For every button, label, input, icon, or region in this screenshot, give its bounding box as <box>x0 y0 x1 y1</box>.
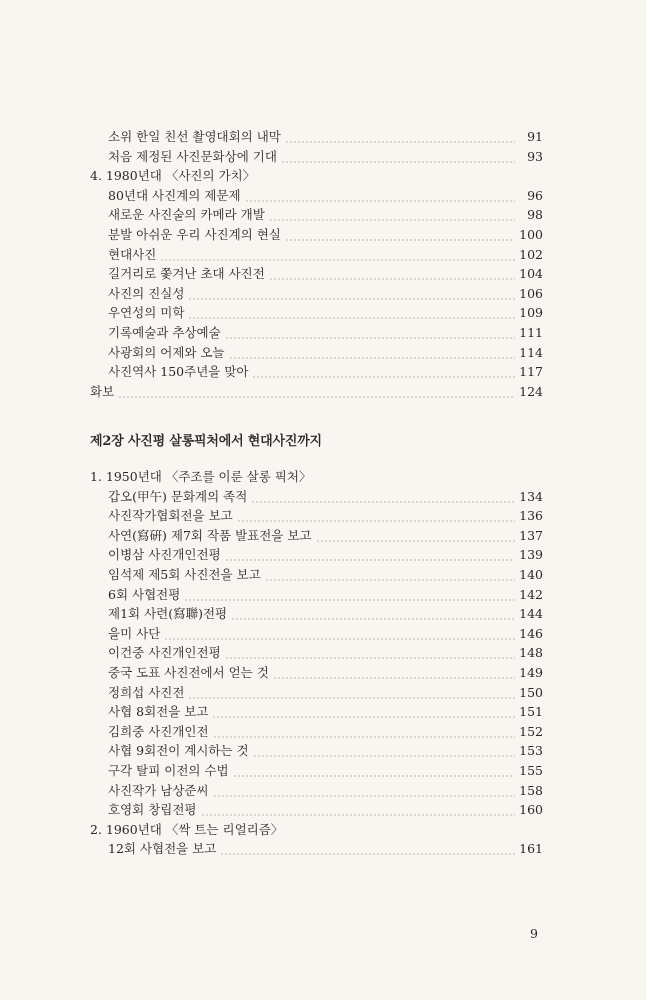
dot-leader <box>188 697 515 699</box>
toc-entry-page: 142 <box>519 586 543 602</box>
dot-leader <box>229 357 515 359</box>
toc-entry-title: 정희섭 사진전 <box>108 684 185 700</box>
toc-entry <box>108 741 543 761</box>
page-number: 9 <box>530 926 538 941</box>
toc-entry-title: 소위 한일 친선 촬영대회의 내막 <box>108 129 281 144</box>
toc-entry-title: 우연성의 미학 <box>108 305 185 321</box>
toc-entry <box>90 382 543 402</box>
toc-entry <box>108 565 543 585</box>
toc-entry-page: 136 <box>519 508 543 524</box>
toc-entry <box>108 781 543 801</box>
toc-entry-title: 사광회의 어제와 오늘 <box>108 344 225 360</box>
toc-entry <box>108 343 543 363</box>
dot-leader <box>188 298 515 300</box>
toc-entry-title: 1. 1950년대 〈주조를 이룬 살롱 픽처〉 <box>90 469 312 484</box>
dot-leader <box>212 716 515 718</box>
dot-leader <box>118 396 515 398</box>
toc-entry-page: 144 <box>519 606 543 622</box>
toc-entry <box>108 205 543 225</box>
toc-entry-page: 149 <box>519 665 543 680</box>
toc-entry-title: 80년대 사진계의 제문제 <box>108 187 241 203</box>
dot-leader <box>237 520 515 522</box>
toc-entry <box>108 643 543 663</box>
toc-entry <box>108 526 543 546</box>
toc-entry <box>108 245 543 265</box>
dot-leader <box>285 141 515 143</box>
toc-entry <box>108 545 543 565</box>
dot-leader <box>225 337 515 339</box>
toc-entry-title: 사진작가 남상준씨 <box>108 782 209 798</box>
toc-entry <box>108 506 543 526</box>
toc-entry <box>108 800 543 820</box>
toc-entry-title: 현대사진 <box>108 246 157 262</box>
toc-entry-title: 사협 8회전을 보고 <box>108 704 209 720</box>
dot-leader <box>245 200 515 202</box>
toc-entry-page: 160 <box>519 802 543 818</box>
toc-entry-title: 사협 9회전이 계시하는 것 <box>108 743 249 759</box>
toc-entry-title: 이건중 사진개인전평 <box>108 645 221 661</box>
toc-entry-title: 6회 사협전평 <box>108 586 181 602</box>
toc-entry <box>108 225 543 245</box>
dot-leader <box>316 540 515 542</box>
dot-leader <box>273 677 515 679</box>
toc-entry-title: 새로운 사진술의 카메라 개발 <box>108 207 265 223</box>
toc-entry-page: 161 <box>519 841 543 857</box>
toc-entry-page: 117 <box>519 364 543 380</box>
toc-entry-title: 사연(寫硏) 제7회 작품 발표전을 보고 <box>108 527 312 543</box>
dot-leader <box>265 579 515 581</box>
toc-entry-title: 길거리로 쫓겨난 초대 사진전 <box>108 266 265 282</box>
toc-entry <box>108 264 543 284</box>
dot-leader <box>225 657 515 659</box>
dot-leader <box>285 239 515 241</box>
dot-leader <box>184 599 515 601</box>
toc-entry-page: 106 <box>519 285 543 301</box>
toc-entry-page: 153 <box>519 743 543 759</box>
toc-entry <box>108 323 543 343</box>
toc-entry <box>108 284 543 304</box>
toc-entry-title: 분발 아쉬운 우리 사진계의 현실 <box>108 227 281 242</box>
toc-entry-title: 제1회 사련(寫聯)전평 <box>108 606 228 622</box>
chapter-heading: 제2장 사진평 살롱픽처에서 현대사진까지 <box>90 434 322 449</box>
toc-entry <box>108 147 543 167</box>
toc-entry-page: 140 <box>519 567 543 582</box>
toc-entry-page: 139 <box>519 547 543 563</box>
toc-entry-title: 이병삼 사진개인전평 <box>108 547 221 563</box>
toc-entry-title: 12회 사협전을 보고 <box>108 841 217 857</box>
toc-entry-title: 처음 제정된 사진문화상에 기대 <box>108 148 277 164</box>
toc-entry-page: 91 <box>527 129 543 144</box>
dot-leader <box>231 618 515 620</box>
toc-entry-title: 화보 <box>90 383 115 399</box>
dot-leader <box>281 161 515 163</box>
dot-leader <box>269 219 515 221</box>
toc-entry-page: 102 <box>519 246 543 262</box>
toc-entry-page: 104 <box>519 266 543 282</box>
toc-entry-page: 150 <box>519 684 543 700</box>
toc-entry <box>108 722 543 742</box>
toc-entry-page: 134 <box>519 488 543 504</box>
toc-entry-title: 임석제 제5회 사진전을 보고 <box>108 567 261 582</box>
toc-entry-page: 114 <box>519 344 543 360</box>
toc-section <box>90 820 543 840</box>
toc-entry <box>108 624 543 644</box>
toc-entry-title: 2. 1960년대 〈싹 트는 리얼리즘〉 <box>90 821 284 837</box>
dot-leader <box>233 775 515 777</box>
toc-entry-title: 사진의 진실성 <box>108 285 185 301</box>
dot-leader <box>164 638 515 640</box>
dot-leader <box>220 853 515 855</box>
toc-entry-page: 109 <box>519 305 543 321</box>
toc-entry-title: 사진작가협회전을 보고 <box>108 508 233 524</box>
toc-entry-title: 기록예술과 추상예술 <box>108 325 221 340</box>
toc-entry-page: 93 <box>527 148 543 164</box>
toc-entry-page: 137 <box>519 527 543 543</box>
toc-entry <box>108 487 543 507</box>
toc-entry <box>108 186 543 206</box>
toc-entry-page: 111 <box>519 325 543 340</box>
toc-entry <box>108 663 543 683</box>
toc-entry-page: 152 <box>519 723 543 739</box>
dot-leader <box>160 259 515 261</box>
toc-entry-title: 호영회 창립전평 <box>108 802 197 818</box>
toc-section <box>90 467 543 487</box>
toc-entry-page: 96 <box>527 187 543 203</box>
toc-entry-title: 구각 탈피 이전의 수법 <box>108 763 229 778</box>
dot-leader <box>251 501 515 503</box>
toc-entry-page: 146 <box>519 625 543 641</box>
toc-entry-page: 148 <box>519 645 543 661</box>
dot-leader <box>213 736 515 738</box>
toc-entry <box>108 839 543 859</box>
toc-entry-page: 151 <box>519 704 543 720</box>
toc-entry-title: 사진역사 150주년을 맞아 <box>108 364 249 380</box>
toc-entry-page: 124 <box>519 383 543 399</box>
toc-entry-title: 김희중 사진개인전 <box>108 723 209 739</box>
dot-leader <box>188 317 515 319</box>
dot-leader <box>253 755 515 757</box>
dot-leader <box>225 559 515 561</box>
toc-entry-title: 4. 1980년대 〈사진의 가치〉 <box>90 168 256 184</box>
toc-entry-page: 158 <box>519 782 543 798</box>
toc-entry-page: 100 <box>519 227 543 242</box>
toc-entry-page: 98 <box>527 207 543 223</box>
toc-section <box>90 166 543 186</box>
toc-entry <box>108 362 543 382</box>
toc-entry-title: 중국 도표 사진전에서 얻는 것 <box>108 665 269 680</box>
toc-entry-title: 갑오(甲午) 문화계의 족적 <box>108 488 248 504</box>
dot-leader <box>269 278 515 280</box>
toc-entry <box>108 761 543 781</box>
dot-leader <box>252 376 515 378</box>
toc-entry-title: 을미 사단 <box>108 625 161 641</box>
toc-entry <box>108 604 543 624</box>
toc-entry <box>108 127 543 147</box>
toc-entry <box>108 585 543 605</box>
toc-entry <box>108 303 543 323</box>
dot-leader <box>201 814 516 816</box>
toc-entry-page: 155 <box>519 763 543 778</box>
toc-entry <box>108 683 543 703</box>
dot-leader <box>213 795 515 797</box>
toc-entry <box>108 702 543 722</box>
